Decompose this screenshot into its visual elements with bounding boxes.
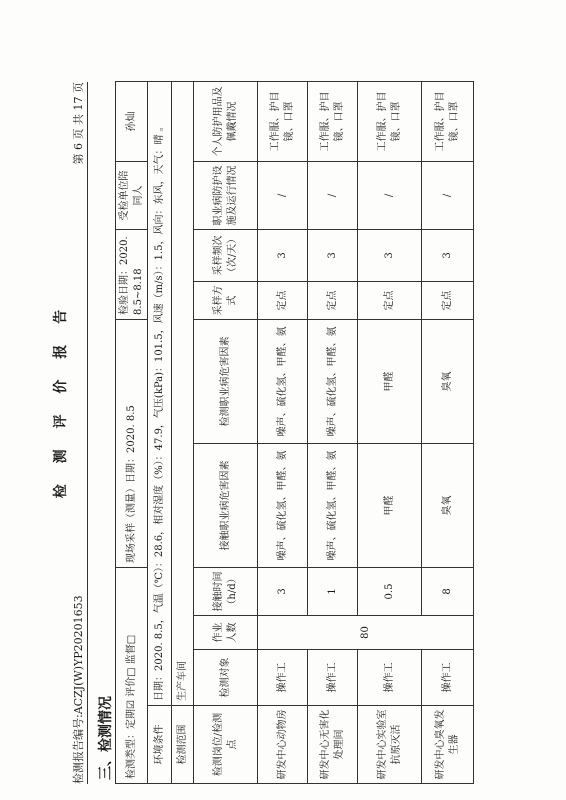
ppe-cell: 工作服、护目镜、口罩 [422,81,474,161]
col-protection-facility: 职业病防护设施及运行情况 [194,161,258,229]
col-sampling-method: 采样方式 [194,281,258,319]
method-cell: 定点 [358,281,422,319]
post-cell: 研发中心实验室抗原灭活 [358,706,422,784]
header-rule [87,82,88,784]
test-hazards-cell: 噪声、硫化氢、甲醛、氨 [258,319,308,443]
ppe-cell: 工作服、护目镜、口罩 [308,81,358,161]
contact-hazards-cell: 噪声、硫化氢、甲醛、氨 [258,443,308,567]
type-label: 检测类型： [125,729,137,779]
inspection-table [115,81,474,784]
section-title: 三、检测情况 [98,696,114,780]
table-row [422,81,474,783]
freq-cell: 3 [358,229,422,281]
contact-hazards-cell: 噪声、硫化氢、甲醛、氨 [308,443,358,567]
col-post: 检测岗位/检测点 [194,706,258,784]
col-ppe: 个人防护用品及佩戴情况 [194,81,258,161]
scope-row [172,81,194,783]
test-date-cell [116,229,148,319]
object-cell: 操作工 [308,650,358,706]
contact-time-cell: 8 [422,567,474,615]
scope-label: 检测范围 [172,706,194,784]
report-title: 检 测 评 价 报 告 [53,301,69,499]
method-cell: 定点 [258,281,308,319]
col-contact-time: 接触时间（h/d） [194,567,258,615]
env-text: 日期：2020. 8.5，气温（℃）：28.6，相对湿度（%）：47.9，气压(kPa)：101.5，风速（m/s）：1.5，风向：东风，天气：晴 。 [148,81,172,705]
table-row [308,81,358,783]
col-test-hazards: 检测职业病危害因素 [194,319,258,443]
info-row [116,81,148,783]
scope-value: 生产车间 [172,81,194,705]
facility-cell: / [422,161,474,229]
freq-cell: 3 [308,229,358,281]
method-cell: 定点 [422,281,474,319]
client-label-cell: 受检单位陪同人 [116,161,148,229]
contact-time-cell: 0.5 [358,567,422,615]
page-number: 第 6 页 共 17 页 [72,82,85,165]
ppe-cell: 工作服、护目镜、口罩 [358,81,422,161]
object-cell: 操作工 [258,650,308,706]
freq-cell: 3 [258,229,308,281]
facility-cell: / [258,161,308,229]
env-label: 环境条件 [148,706,172,784]
method-cell: 定点 [308,281,358,319]
table-row [358,81,422,783]
post-cell: 研发中心臭氧发生器 [422,706,474,784]
object-cell: 操作工 [422,650,474,706]
contact-time-cell: 3 [258,567,308,615]
test-date-label: 检验日期： [119,264,130,315]
column-header-row [194,81,258,783]
collect-date-value: 2020. 8.5 [125,405,137,453]
col-sampling-freq: 采样频次（次/天） [194,229,258,281]
col-contact-hazards: 接触职业病危害因素 [194,443,258,567]
object-cell: 操作工 [358,650,422,706]
col-headcount: 作业人数 [194,616,258,650]
type-cell [116,567,148,783]
test-hazards-cell: 噪声、硫化氢、甲醛、氨 [308,319,358,443]
collect-date-cell [116,319,148,567]
contact-hazards-cell: 甲醛 [358,443,422,567]
report-number: 检测报告编号:ACZJ(W)YP20201653 [72,595,85,784]
client-name-cell: 孙灿 [116,81,148,161]
collect-date-label: 现场采样（测量）日期： [125,452,137,563]
table-row [258,81,308,783]
post-cell: 研发中心无害化处理间 [308,706,358,784]
ppe-cell: 工作服、护目镜、口罩 [258,81,308,161]
freq-cell: 3 [422,229,474,281]
contact-hazards-cell: 臭氧 [422,443,474,567]
facility-cell: / [358,161,422,229]
test-date-value: 2020. 8.5~8.18 [119,236,144,315]
type-options: 定期☑ 评价□ 监督□ [125,634,137,729]
contact-time-cell: 1 [308,567,358,615]
facility-cell: / [308,161,358,229]
test-hazards-cell: 臭氧 [422,319,474,443]
headcount-cell: 80 [258,616,474,650]
env-row [148,81,172,783]
test-hazards-cell: 甲醛 [358,319,422,443]
post-cell: 研发中心动物房 [258,706,308,784]
col-object: 检测对象 [194,650,258,706]
